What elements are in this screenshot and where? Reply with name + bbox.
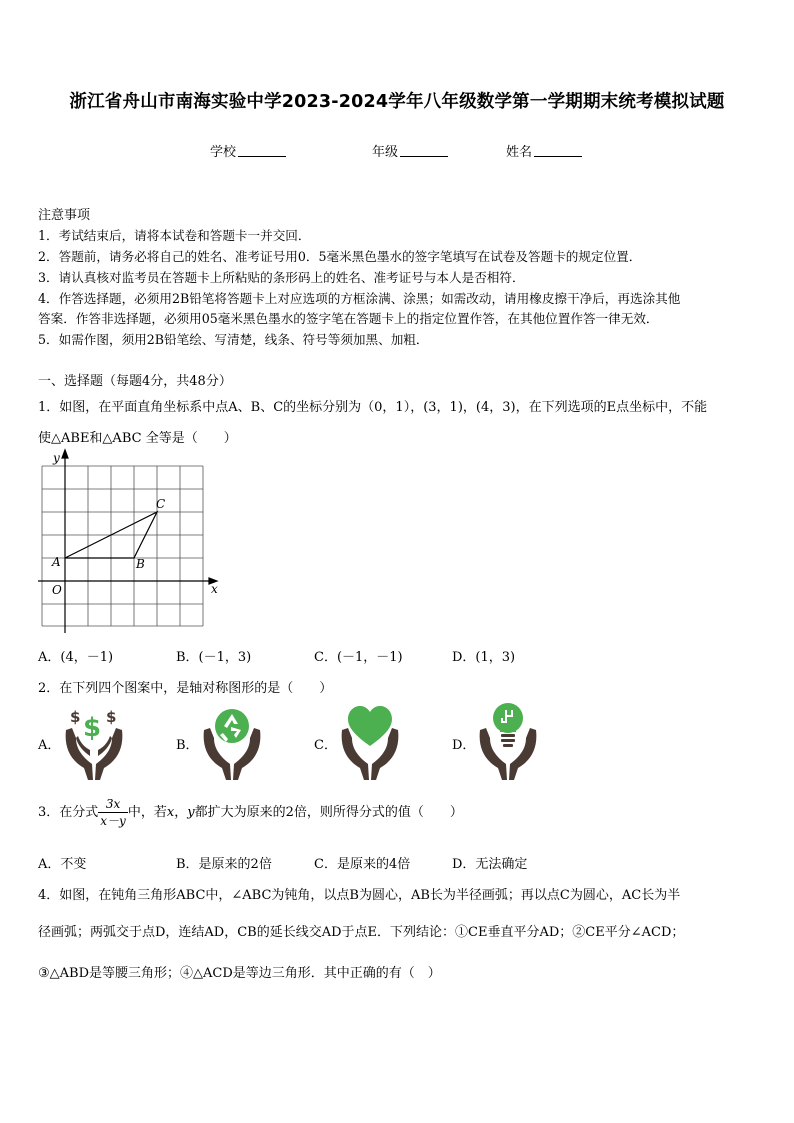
lightbulb-hands-icon[interactable] (476, 702, 540, 782)
q1-option-d[interactable]: D．(1，3) (452, 650, 516, 665)
svg-text:$: $ (83, 713, 102, 743)
note-item: 2．答题前，请务必将自己的姓名、准考证号用0．5毫米黑色墨水的签字笔填写在试卷及答题卡的规定位置． (38, 249, 642, 264)
point-c-label: C (156, 497, 166, 511)
q3-option-b[interactable]: B．是原来的2倍 (176, 857, 272, 872)
q3-prefix: 3．在分式 (38, 805, 99, 820)
note-item: 4．作答选择题，必须用2B铅笔将答题卡上对应选项的方框涂满、涂黑；如需改动，请用橡皮擦干净后，再选涂其他 (38, 291, 681, 306)
school-blank[interactable] (238, 144, 286, 157)
q3-fraction (98, 796, 128, 829)
x-axis-label: x (211, 582, 218, 596)
q3-comma: ， (174, 805, 188, 820)
q2-option-c[interactable]: C． (314, 738, 337, 753)
q3-numerator: 3x (98, 796, 128, 813)
grid-lines (42, 466, 203, 626)
coordinate-grid-figure (36, 448, 226, 638)
q3-option-d[interactable]: D．无法确定 (452, 857, 528, 872)
question-4-text: 4．如图，在钝角三角形ABC中，∠ABC为钝角，以点B为圆心，AB长为半径画弧；再以点C为圆心，AC长为半 (38, 888, 681, 903)
question-3-text (38, 796, 463, 829)
q2-option-d[interactable]: D． (452, 738, 476, 753)
recycle-hands-icon[interactable] (200, 702, 264, 782)
question-4-text-cont: 径画弧；两弧交于点D，连结AD，CB的延长线交AD于点E．下列结论：①CE垂直平分AD；②CE平分∠ACD； (38, 925, 685, 940)
note-item: 3．请认真核对监考员在答题卡上所粘贴的条形码上的姓名、准考证号与本人是否相符． (38, 270, 525, 285)
svg-text:$: $ (106, 708, 117, 726)
school-field[interactable] (210, 141, 286, 160)
notes-heading: 注意事项 (38, 208, 91, 223)
q3-option-a[interactable]: A．不变 (38, 857, 87, 872)
q2-option-b[interactable]: B． (176, 738, 199, 753)
grade-label: 年级 (372, 145, 399, 160)
q1-option-b[interactable]: B．(－1，3) (176, 650, 252, 665)
name-field[interactable] (506, 141, 582, 160)
q1-option-c[interactable]: C．(－1，－1) (314, 650, 403, 665)
name-label: 姓名 (506, 145, 533, 160)
note-item: 1．考试结束后，请将本试卷和答题卡一并交回． (38, 228, 311, 243)
q1-option-a[interactable]: A．(4，－1) (38, 650, 114, 665)
q3-suffix: 都扩大为原来的2倍，则所得分式的值（ ） (194, 805, 463, 820)
q3-var-y: y (187, 805, 195, 820)
question-4-text-end: ③△ABD是等腰三角形；④△ACD是等边三角形．其中正确的有（ ） (38, 966, 441, 981)
name-blank[interactable] (534, 144, 582, 157)
question-2-text: 2．在下列四个图案中，是轴对称图形的是（ ） (38, 681, 333, 696)
school-label: 学校 (210, 145, 237, 160)
point-b-label: B (136, 557, 145, 571)
grade-field[interactable] (372, 141, 448, 160)
note-item: 5．如需作图，须用2B铅笔绘、写清楚，线条、符号等须加黑、加粗． (38, 332, 429, 347)
heart-hands-icon[interactable] (338, 702, 402, 782)
q3-denominator: x－y (100, 814, 126, 828)
axes (38, 450, 217, 633)
q3-middle: 中，若 (127, 805, 167, 820)
note-item: 答案．作答非选择题，必须用05毫米黑色墨水的签字笔在答题卡上的指定位置作答，在其他位置作答一律无效． (38, 311, 659, 326)
q3-var-x: x (166, 805, 175, 820)
svg-text:$: $ (70, 708, 81, 726)
origin-label: O (52, 583, 62, 597)
dollar-hands-icon[interactable] (62, 702, 126, 782)
question-1-text: 1．如图，在平面直角坐标系中点A、B、C的坐标分别为（0，1），(3，1)，(4，3)，在下列选项的E点坐标中，不能 (38, 400, 708, 415)
y-axis-label: y (53, 451, 60, 465)
q3-option-c[interactable]: C．是原来的4倍 (314, 857, 411, 872)
point-a-label: A (52, 555, 61, 569)
question-1-text-cont: 使△ABE和△ABC 全等是（ ） (38, 431, 237, 446)
page-title: 浙江省舟山市南海实验中学2023-2024学年八年级数学第一学期期末统考模拟试题 (69, 92, 725, 112)
section-heading: 一、选择题（每题4分，共48分） (38, 374, 232, 389)
grade-blank[interactable] (400, 144, 448, 157)
q2-option-a[interactable]: A． (38, 738, 61, 753)
